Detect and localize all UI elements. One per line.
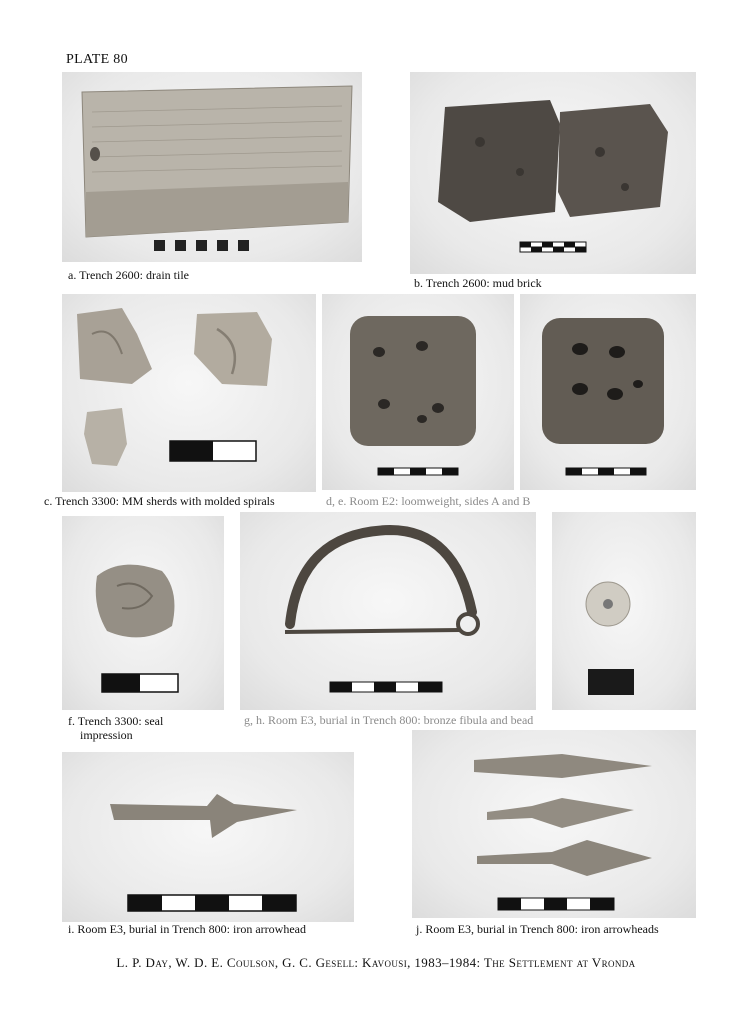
mud-brick-illustration	[410, 72, 696, 274]
photo-e-loomweight-side-b	[520, 294, 696, 490]
caption-f-line2: impression	[80, 728, 133, 742]
photo-c-sherds	[62, 294, 316, 492]
photo-f-seal-impression	[62, 516, 224, 710]
caption-f-line1: f. Trench 3300: seal	[68, 714, 164, 728]
seal-impression-illustration	[62, 516, 224, 710]
caption-de: d, e. Room E2: loomweight, sides A and B	[326, 494, 531, 508]
photo-a-drain-tile	[62, 72, 362, 262]
loomweight-a-illustration	[322, 294, 514, 490]
bead-illustration	[552, 512, 696, 710]
photo-h-bead	[552, 512, 696, 710]
arrowheads-illustration	[412, 730, 696, 918]
caption-c: c. Trench 3300: MM sherds with molded spirals	[44, 494, 275, 508]
plate-number: PLATE 80	[66, 52, 128, 67]
photo-g-bronze-fibula	[240, 512, 536, 710]
photo-d-loomweight-side-a	[322, 294, 514, 490]
caption-b: b. Trench 2600: mud brick	[414, 276, 542, 290]
loomweight-b-illustration	[520, 294, 696, 490]
sherds-illustration	[62, 294, 316, 492]
caption-a: a. Trench 2600: drain tile	[68, 268, 189, 282]
caption-i: i. Room E3, burial in Trench 800: iron arrowhead	[68, 922, 306, 936]
photo-i-iron-arrowhead	[62, 752, 354, 922]
drain-tile-illustration	[62, 72, 362, 262]
arrowhead-illustration	[62, 752, 354, 922]
photo-b-mud-brick	[410, 72, 696, 274]
photo-j-iron-arrowheads	[412, 730, 696, 918]
caption-gh: g, h. Room E3, burial in Trench 800: bronze fibula and bead	[244, 713, 534, 727]
page-footer-citation: L. P. Day, W. D. E. Coulson, G. C. Gesell: Kavousi, 1983–1984: The Settlement at Vronda	[116, 955, 636, 970]
fibula-illustration	[240, 512, 536, 710]
caption-j: j. Room E3, burial in Trench 800: iron arrowheads	[416, 922, 659, 936]
